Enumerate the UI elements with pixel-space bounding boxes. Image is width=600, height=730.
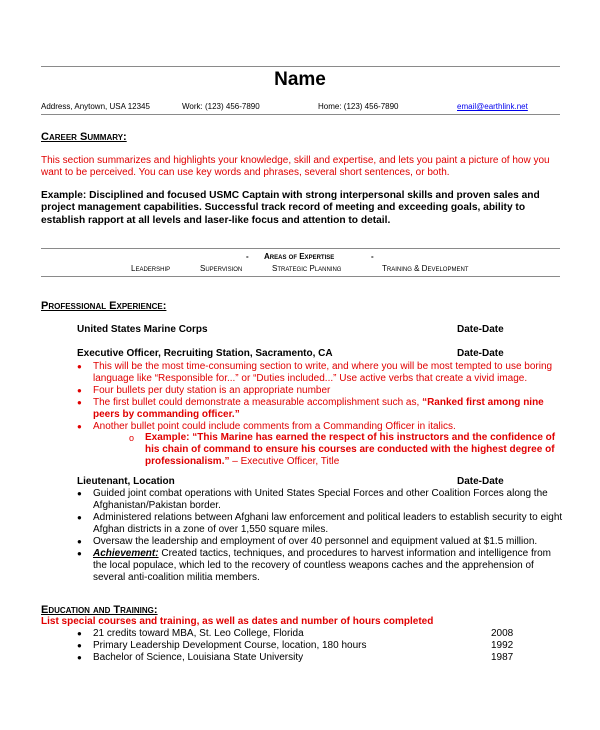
bullet-icon: ●: [77, 537, 82, 546]
bullet-icon: ●: [77, 653, 82, 662]
bullet-icon: ●: [77, 641, 82, 650]
job1-date: Date-Date: [457, 348, 504, 359]
job2-bullet-2: Administered relations between Afghani law enforcement and political leaders to establish security to eight Afghan districts in a zone of over 1,550 square miles.: [93, 512, 563, 535]
job2-achievement-text: Created tactics, techniques, and procedures to harvest information and intelligence from the local populace, which led to the recovery of countless weapons caches and the apprehension of several anti-coalition militia members.: [93, 548, 552, 583]
education-item-2: Primary Leadership Development Course, location, 180 hours: [93, 640, 367, 651]
expertise-item-leadership: Leadership: [131, 264, 171, 273]
experience-heading: Professional Experience:: [41, 300, 167, 312]
job1-sub-example: [145, 432, 563, 468]
bullet-icon: ●: [77, 386, 82, 395]
expertise-item-training: Training & Development: [382, 264, 469, 273]
contact-home-phone: Home: (123) 456-7890: [318, 102, 399, 111]
bullet-icon: ●: [77, 549, 82, 558]
job1-sub-example-attribution: – Executive Officer, Title: [229, 456, 340, 467]
job2-bullet-4: [93, 548, 563, 584]
career-summary-example: Example: Disciplined and focused USMC Captain with strong interpersonal skills and proven sales and project management capabilities. Successful track record of meeting and exceeding goals, ability to establish rapport at all levels and laser-like focus and attention to detail.: [41, 190, 540, 226]
job2-title: Lieutenant, Location: [77, 476, 175, 487]
career-summary-heading: Career Summary:: [41, 131, 127, 143]
expertise-dash-2: -: [371, 252, 374, 261]
job2-achievement-label: Achievement:: [93, 548, 159, 559]
education-item-3-year: 1987: [491, 652, 514, 663]
contact-email-link[interactable]: email@earthlink.net: [457, 102, 528, 111]
job1-bullet-1: This will be the most time-consuming section to write, and where you will be most tempted to use boring language like “Responsible for...” or “Duties included...” Use active verbs that create a vivid image.: [93, 361, 553, 384]
job1-bullet-3: [93, 397, 563, 421]
education-item-2-year: 1992: [491, 640, 514, 651]
career-summary-instruction: This section summarizes and highlights your knowledge, skill and expertise, and lets you paint a picture of how you want to be perceived. You can use key words and phrases, several short sentences, or both.: [41, 155, 550, 179]
education-note: List special courses and training, as well as dates and number of hours completed: [41, 616, 434, 627]
expertise-bottom-rule: [41, 276, 560, 277]
job1-sub-example-label: Example:: [145, 432, 190, 443]
job2-bullet-3: Oversaw the leadership and employment of over 40 personnel and equipment valued at $1.5 million.: [93, 536, 538, 547]
experience-org-date: Date-Date: [457, 324, 504, 335]
job1-sub-example-quote: “This Marine has earned the respect of his instructors and the confidence of his chain of command to ensure his courses are conducted with the highest degree of professionalism.”: [145, 432, 556, 467]
expertise-heading: Areas of Expertise: [264, 252, 335, 261]
resume-name: Name: [274, 69, 326, 90]
education-item-1: 21 credits toward MBA, St. Leo College, Florida: [93, 628, 304, 639]
expertise-item-strategic-planning: Strategic Planning: [272, 264, 342, 273]
experience-org: United States Marine Corps: [77, 324, 208, 335]
education-item-1-year: 2008: [491, 628, 514, 639]
job2-date: Date-Date: [457, 476, 504, 487]
header-top-rule: [41, 66, 560, 67]
job1-bullet-4: Another bullet point could include comments from a Commanding Officer in italics.: [93, 421, 456, 432]
contact-work-phone: Work: (123) 456-7890: [182, 102, 260, 111]
education-heading: Education and Training:: [41, 604, 158, 616]
job1-bullet-3-text: The first bullet could demonstrate a measurable accomplishment such as,: [93, 397, 423, 408]
expertise-dash: -: [246, 252, 249, 261]
bullet-icon: ●: [77, 362, 82, 371]
job1-bullet-3-quote: “Ranked first among nine peers by commanding officer.”: [93, 397, 544, 420]
bullet-icon: ●: [77, 513, 82, 522]
expertise-item-supervision: Supervision: [200, 264, 243, 273]
bullet-icon: ●: [77, 398, 82, 407]
bullet-icon: ●: [77, 629, 82, 638]
job1-title: Executive Officer, Recruiting Station, Sacramento, CA: [77, 348, 333, 359]
sub-bullet-circle-icon: o: [129, 433, 135, 443]
bullet-icon: ●: [77, 422, 82, 431]
job1-bullet-2: Four bullets per duty station is an appropriate number: [93, 385, 331, 396]
contact-address: Address, Anytown, USA 12345: [41, 102, 150, 111]
header-bottom-rule: [41, 114, 560, 115]
expertise-top-rule: [41, 248, 560, 249]
job2-bullet-1: Guided joint combat operations with United States Special Forces and other Coalition Forces along the Afghanistan/Pakistan border.: [93, 488, 548, 511]
bullet-icon: ●: [77, 489, 82, 498]
education-item-3: Bachelor of Science, Louisiana State University: [93, 652, 304, 663]
